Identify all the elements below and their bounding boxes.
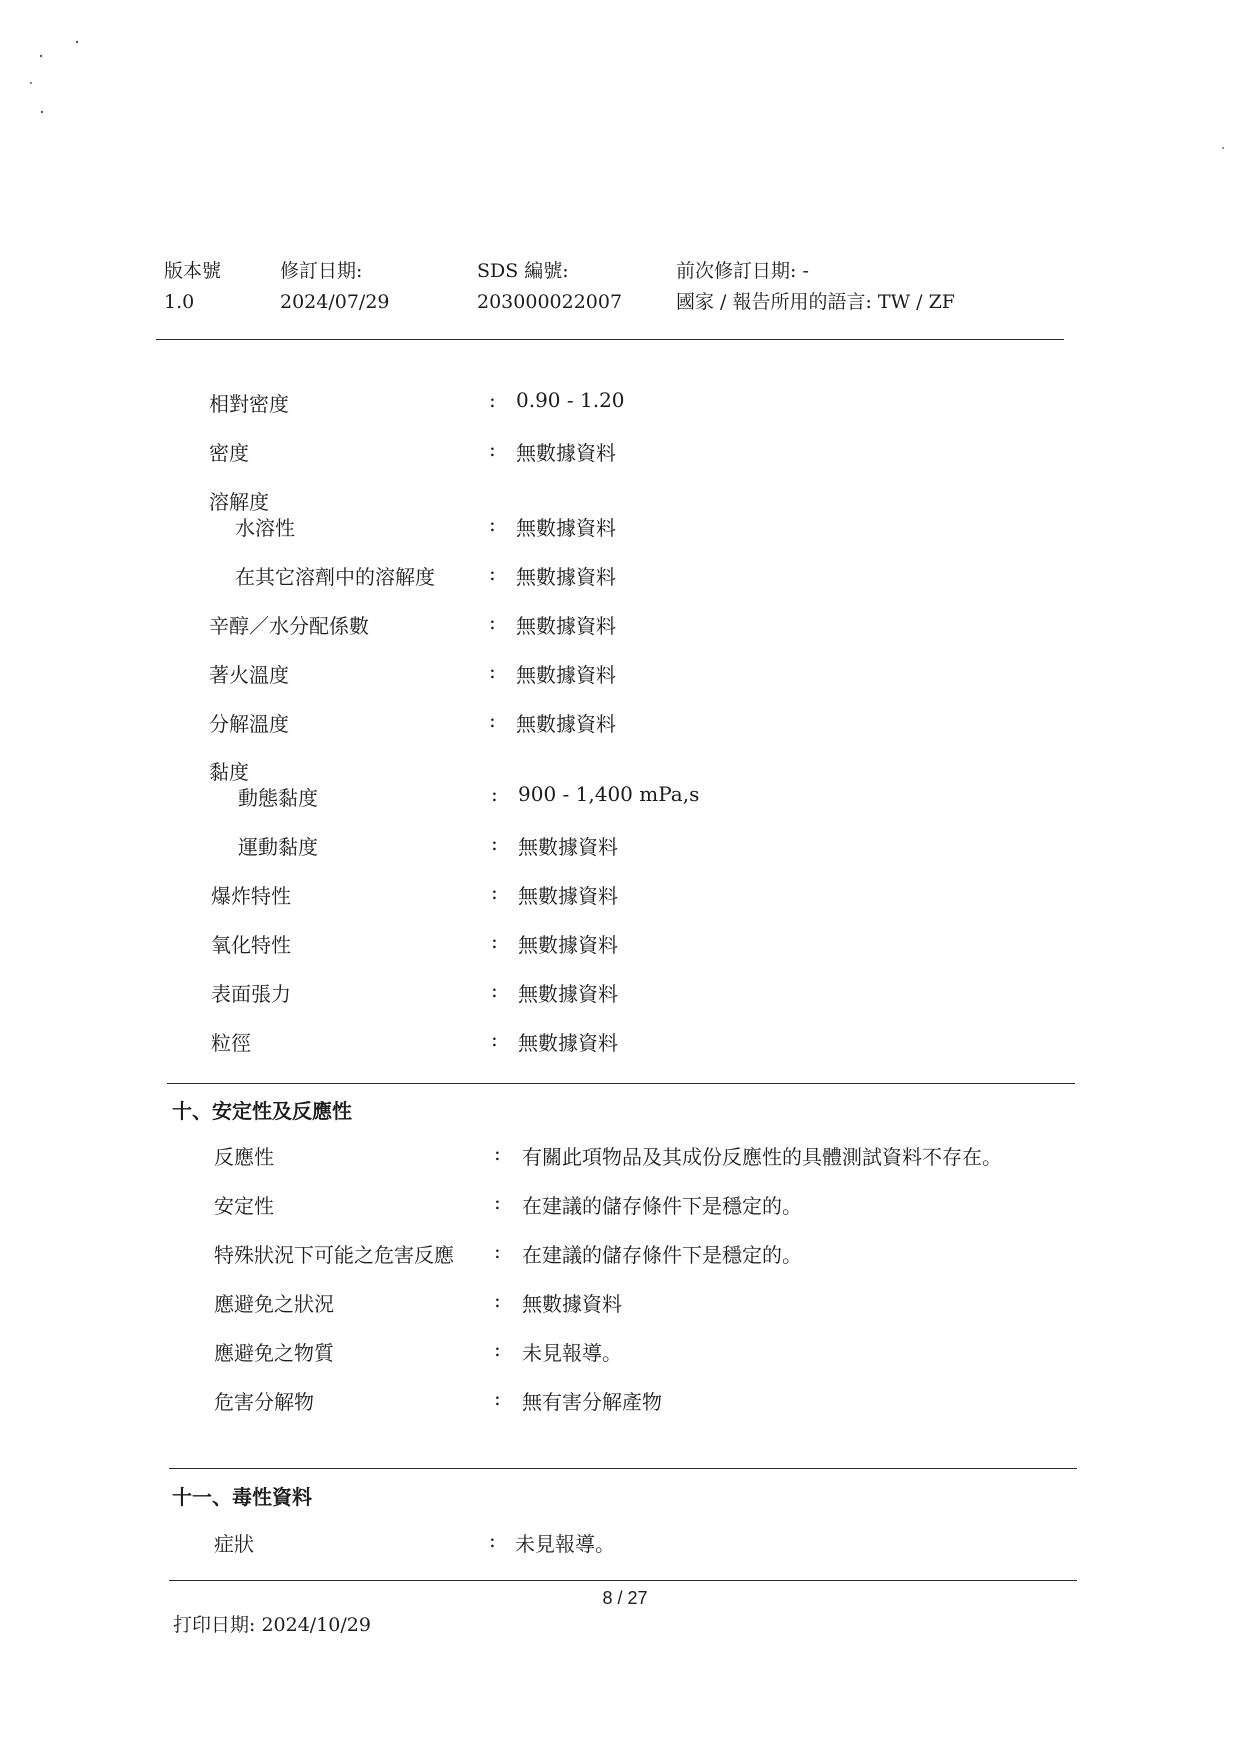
property-value: 無數據資料 bbox=[522, 1292, 622, 1316]
page-number: 8 / 27 bbox=[602, 1588, 648, 1608]
print-date: 打印日期: 2024/10/29 bbox=[173, 1614, 371, 1636]
colon: : bbox=[491, 880, 498, 904]
colon: : bbox=[489, 561, 496, 585]
colon: : bbox=[489, 1528, 496, 1552]
property-label: 應避免之物質 bbox=[214, 1341, 334, 1365]
revision-block bbox=[280, 256, 390, 318]
version-block bbox=[164, 256, 221, 318]
property-value: 0.90 - 1.20 bbox=[516, 388, 625, 412]
property-label: 安定性 bbox=[214, 1194, 274, 1218]
property-label: 應避免之狀況 bbox=[214, 1292, 334, 1316]
property-label: 分解溫度 bbox=[209, 712, 289, 736]
property-label: 動態黏度 bbox=[238, 786, 318, 810]
colon: : bbox=[489, 437, 496, 461]
header-divider bbox=[156, 339, 1064, 340]
property-label: 辛醇／水分配係數 bbox=[209, 614, 369, 638]
property-value: 無數據資料 bbox=[516, 663, 616, 687]
property-label: 著火溫度 bbox=[209, 663, 289, 687]
colon: : bbox=[491, 1027, 498, 1051]
prev-revision-block bbox=[676, 256, 955, 318]
property-label: 在其它溶劑中的溶解度 bbox=[235, 565, 435, 589]
colon: : bbox=[494, 1337, 501, 1361]
colon: : bbox=[491, 978, 498, 1002]
colon: : bbox=[494, 1141, 501, 1165]
revision-value: 2024/07/29 bbox=[280, 291, 390, 313]
property-label: 危害分解物 bbox=[214, 1390, 314, 1414]
section11-title: 十一、毒性資料 bbox=[172, 1485, 312, 1509]
colon: : bbox=[489, 708, 496, 732]
property-label: 反應性 bbox=[214, 1145, 274, 1169]
property-label: 水溶性 bbox=[235, 516, 295, 540]
property-label: 密度 bbox=[209, 441, 249, 465]
property-value: 無數據資料 bbox=[518, 1031, 618, 1055]
property-label: 氧化特性 bbox=[211, 933, 291, 957]
property-value: 無數據資料 bbox=[516, 614, 616, 638]
version-label: 版本號 bbox=[164, 260, 222, 282]
property-label: 相對密度 bbox=[209, 392, 289, 416]
country-language: 國家 / 報告所用的語言: TW / ZF bbox=[676, 291, 955, 313]
property-value: 未見報導。 bbox=[522, 1341, 622, 1365]
property-value: 無數據資料 bbox=[516, 516, 616, 540]
property-value: 在建議的儲存條件下是穩定的。 bbox=[522, 1194, 802, 1218]
scan-specks bbox=[0, 0, 1241, 200]
colon: : bbox=[489, 610, 496, 634]
prev-revision: 前次修訂日期: - bbox=[676, 260, 809, 282]
sds-block bbox=[477, 256, 622, 318]
sds-value: 203000022007 bbox=[477, 291, 623, 313]
colon: : bbox=[494, 1288, 501, 1312]
property-label: 特殊狀況下可能之危害反應 bbox=[214, 1243, 454, 1267]
property-value: 未見報導。 bbox=[515, 1532, 615, 1556]
property-value: 無數據資料 bbox=[518, 933, 618, 957]
solubility-title: 溶解度 bbox=[209, 490, 269, 514]
property-label: 表面張力 bbox=[211, 982, 291, 1006]
property-value: 900 - 1,400 mPa,s bbox=[518, 782, 700, 806]
property-label: 爆炸特性 bbox=[211, 884, 291, 908]
section10-divider bbox=[167, 1083, 1075, 1084]
colon: : bbox=[489, 512, 496, 536]
property-value: 在建議的儲存條件下是穩定的。 bbox=[522, 1243, 802, 1267]
version-value: 1.0 bbox=[164, 291, 195, 313]
property-label: 運動黏度 bbox=[238, 835, 318, 859]
property-label: 粒徑 bbox=[211, 1031, 251, 1055]
colon: : bbox=[491, 782, 498, 806]
property-value: 無數據資料 bbox=[518, 982, 618, 1006]
colon: : bbox=[489, 659, 496, 683]
property-value: 無數據資料 bbox=[516, 712, 616, 736]
viscosity-title: 黏度 bbox=[209, 760, 249, 784]
colon: : bbox=[494, 1190, 501, 1214]
section10-title: 十、安定性及反應性 bbox=[172, 1099, 352, 1123]
colon: : bbox=[491, 831, 498, 855]
sds-label: SDS 編號: bbox=[477, 260, 569, 282]
revision-label: 修訂日期: bbox=[280, 260, 363, 282]
property-value: 有關此項物品及其成份反應性的具體測試資料不存在。 bbox=[522, 1145, 1002, 1169]
property-value: 無數據資料 bbox=[516, 441, 616, 465]
colon: : bbox=[494, 1386, 501, 1410]
property-value: 無數據資料 bbox=[516, 565, 616, 589]
property-label: 症狀 bbox=[214, 1532, 254, 1556]
footer-divider bbox=[169, 1580, 1077, 1581]
property-value: 無數據資料 bbox=[518, 835, 618, 859]
colon: : bbox=[491, 929, 498, 953]
property-value: 無數據資料 bbox=[518, 884, 618, 908]
section11-divider bbox=[169, 1468, 1077, 1469]
colon: : bbox=[489, 388, 496, 412]
colon: : bbox=[494, 1239, 501, 1263]
property-value: 無有害分解產物 bbox=[522, 1390, 662, 1414]
